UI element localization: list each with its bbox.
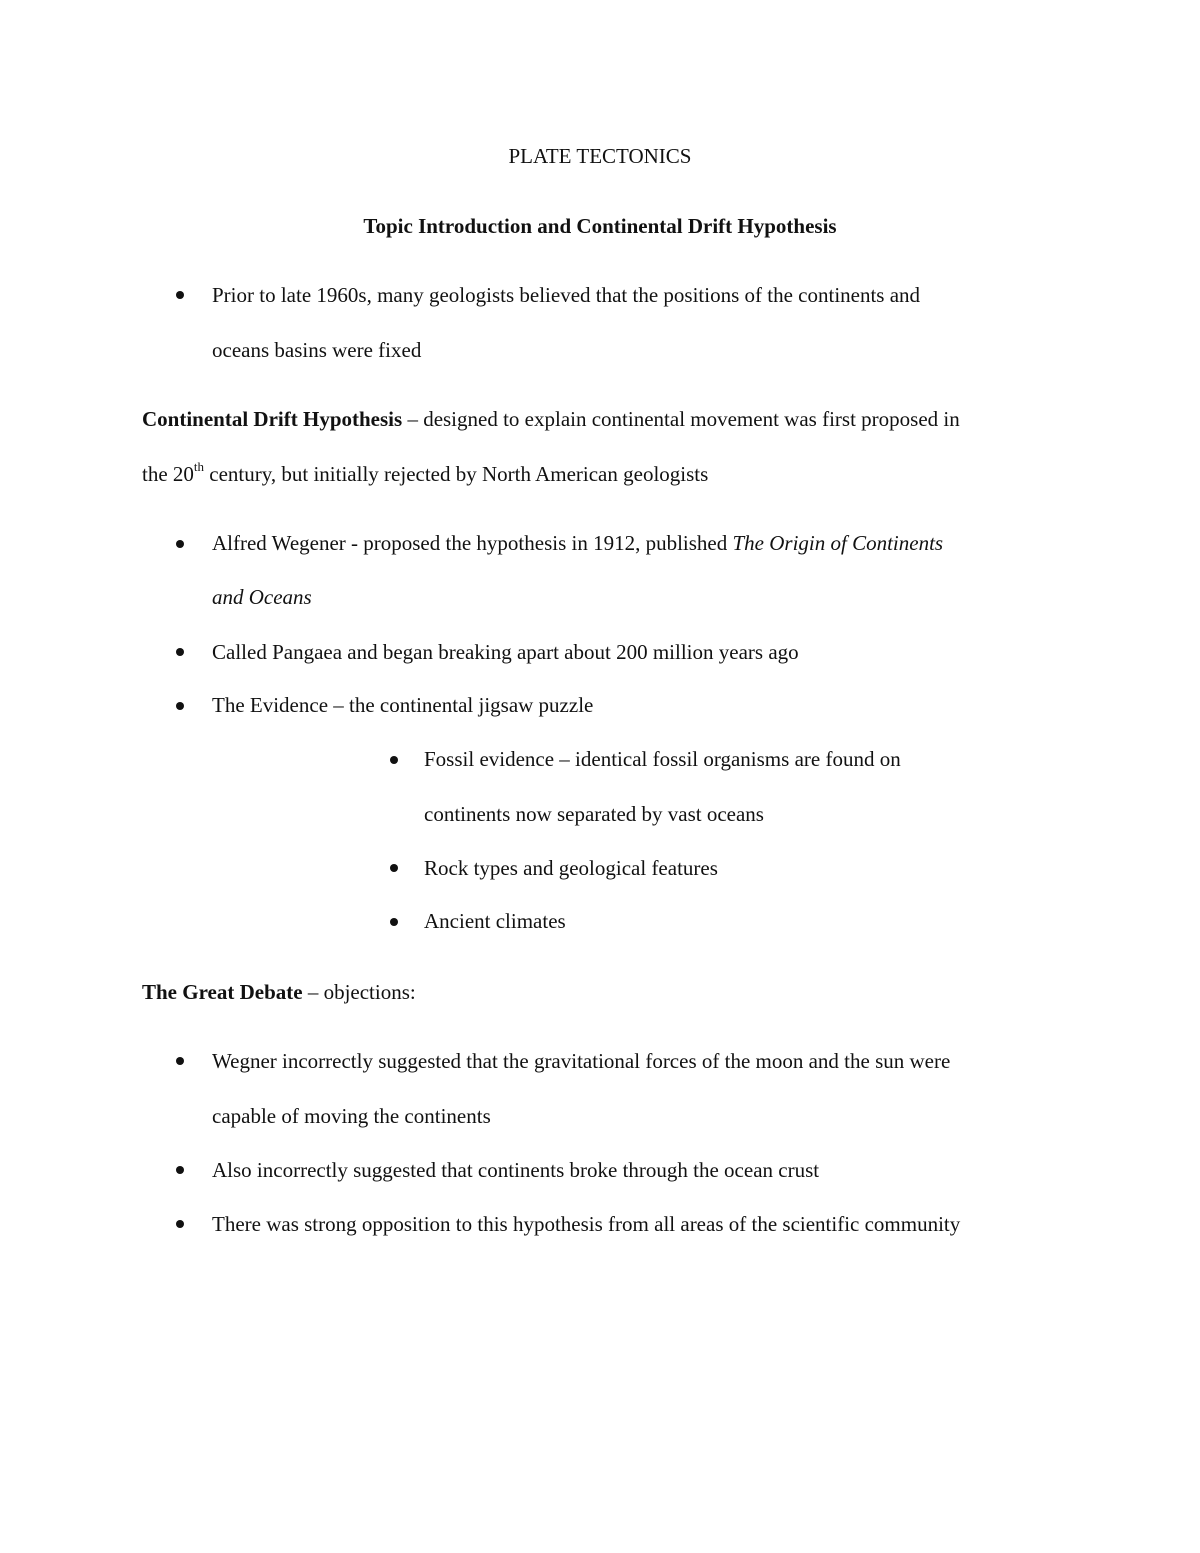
bullet-icon (176, 1057, 184, 1065)
gravity-bullet-line1: Wegner incorrectly suggested that the gravitational forces of the moon and the sun were (212, 1049, 951, 1073)
intro-bullet-line1: Prior to late 1960s, many geologists believed that the positions of the continents and (212, 283, 921, 307)
bullet-icon (176, 702, 184, 710)
cdh-line2-pre: the 20 (142, 462, 194, 486)
debate-text: – objections: (302, 980, 416, 1004)
book-title-part2: and Oceans (212, 585, 312, 609)
bullet-icon (390, 756, 398, 764)
fossil-bullet-line1: Fossil evidence – identical fossil organisms are found on (424, 747, 901, 771)
bullet-icon (176, 648, 184, 656)
fossil-bullet-line2: continents now separated by vast oceans (424, 802, 764, 826)
rock-bullet: Rock types and geological features (424, 856, 718, 880)
evidence-bullet: The Evidence – the continental jigsaw puzzle (212, 693, 594, 717)
wegener-bullet-line1 (212, 531, 943, 555)
cdh-text: – designed to explain continental movement was first proposed in (402, 407, 960, 431)
cdh-line2-post: century, but initially rejected by North American geologists (204, 462, 709, 486)
pangaea-bullet: Called Pangaea and began breaking apart about 200 million years ago (212, 640, 799, 664)
cdh-paragraph-line2 (142, 459, 709, 486)
document-title: PLATE TECTONICS (508, 144, 692, 168)
opposition-bullet: There was strong opposition to this hypothesis from all areas of the scientific community (212, 1212, 961, 1236)
bullet-icon (176, 1220, 184, 1228)
cdh-term: Continental Drift Hypothesis (142, 407, 403, 431)
debate-term: The Great Debate (142, 980, 303, 1004)
wegener-text: Alfred Wegener - proposed the hypothesis in 1912, published (212, 531, 733, 555)
gravity-bullet-line2: capable of moving the continents (212, 1104, 491, 1128)
cdh-superscript: th (193, 459, 205, 474)
crust-bullet: Also incorrectly suggested that continents broke through the ocean crust (212, 1158, 820, 1182)
bullet-icon (176, 540, 184, 548)
section-heading: Topic Introduction and Continental Drift Hypothesis (363, 214, 837, 238)
climate-bullet: Ancient climates (424, 909, 566, 933)
cdh-paragraph-line1 (142, 407, 960, 431)
bullet-icon (390, 918, 398, 926)
book-title-part1: The Origin of Continents (732, 531, 944, 555)
bullet-icon (176, 1166, 184, 1174)
debate-paragraph (142, 980, 416, 1004)
bullet-icon (176, 291, 184, 299)
intro-bullet-line2: oceans basins were fixed (212, 338, 422, 362)
bullet-icon (390, 864, 398, 872)
